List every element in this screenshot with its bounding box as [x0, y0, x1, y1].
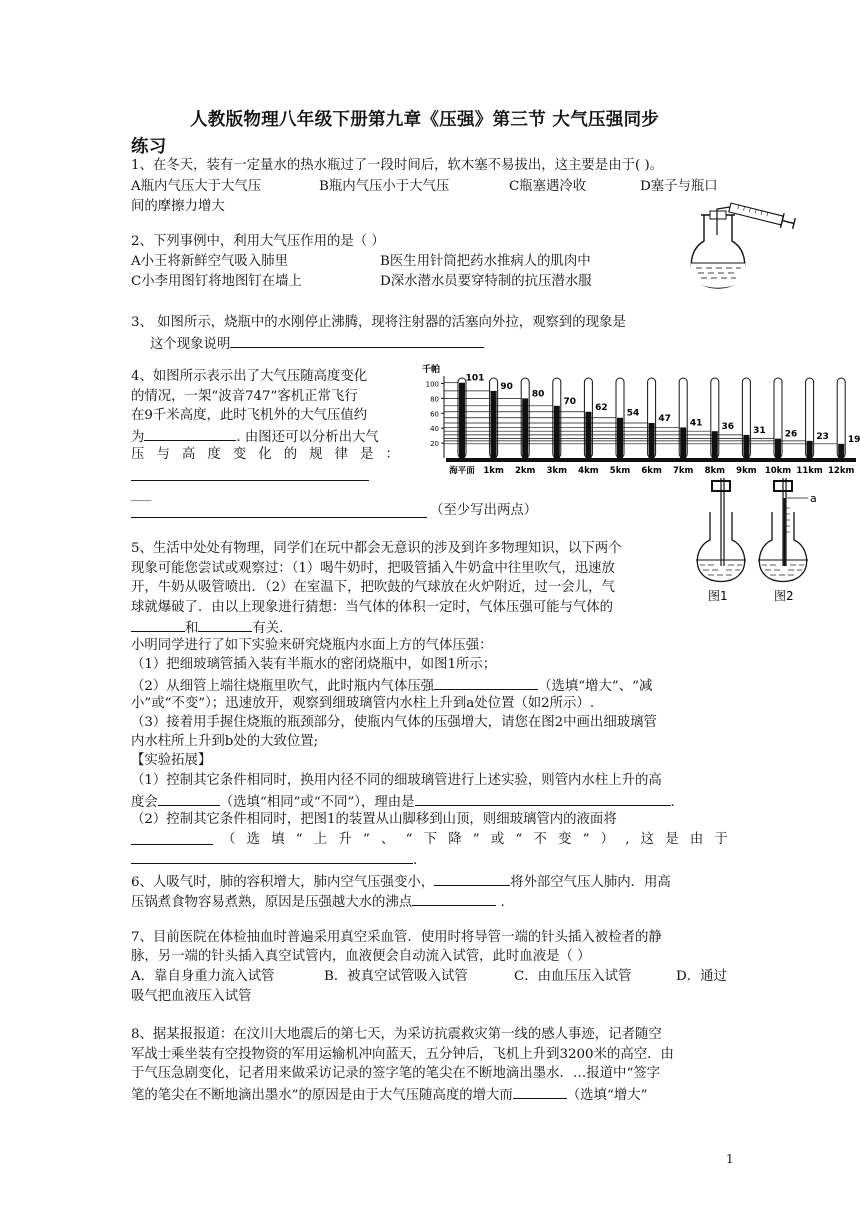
q7-option-d: D．通过 — [676, 969, 727, 984]
doc-title-line2: 练习 — [131, 137, 167, 157]
q8-line2: 军战士乘坐装有空投物资的军用运输机冲向蓝天，五分钟后，飞机上升到3200米的高空．由 — [131, 1047, 674, 1062]
char: 律 — [334, 447, 349, 462]
x-tick-label: 8km — [704, 466, 726, 476]
q5-line7: （1）把细玻璃管插入装有半瓶水的密闭烧瓶中，如图1所示； — [131, 657, 497, 672]
bar — [775, 439, 781, 458]
data-label: 62 — [595, 402, 608, 413]
char: “ — [405, 832, 413, 847]
data-label: 70 — [563, 396, 577, 407]
q1-option-c: C瓶塞遇冷收 — [509, 179, 587, 194]
char: 于 — [714, 832, 728, 847]
q1-option-a: A瓶内气压大于大气压 — [131, 179, 262, 194]
q5-line17: . — [131, 850, 417, 870]
char: 与 — [156, 447, 170, 462]
data-label: 47 — [658, 413, 671, 424]
char: “ — [515, 832, 523, 847]
q4-hint: （至少写出两点） — [430, 503, 538, 518]
q6-line1: 6、人吸气时，肺的容积增大，肺内空气压强变小， 将外部空气压人肺内．用高 — [131, 872, 671, 892]
bar — [807, 441, 813, 458]
bar — [522, 398, 528, 458]
bar — [459, 383, 465, 458]
char: 由 — [689, 832, 704, 847]
q5-line15: （2）控制其它条件相同时，把图1的装置从山脚移到山顶，则细玻璃管内的液面将 — [131, 812, 617, 827]
flask-syringe-figure — [686, 205, 802, 293]
q7-option-b: B．被真空试管吸入试管 — [324, 969, 468, 984]
bar — [554, 406, 560, 458]
char: ： — [385, 447, 399, 462]
q6-line2: 压锅煮食物容易煮熟，原因是压强越大水的沸点 . — [131, 892, 505, 912]
q4-line1: 4、如图所示表示出了大气压随高度变化 — [131, 369, 368, 384]
bar — [649, 423, 655, 458]
data-label: 41 — [689, 418, 703, 429]
x-tick-label: 5km — [609, 466, 631, 476]
x-tick-label: 海平面 — [449, 466, 475, 476]
char: 压 — [131, 447, 145, 462]
q4-line4: 为 . 由图还可以分析出大气 — [131, 427, 379, 447]
x-tick-label: 1km — [483, 466, 504, 476]
char: 变 — [558, 832, 572, 847]
q5-line9: 小”或“不变”）；迅速放开，观察到细玻璃管内水柱上升到a处位置（如2所示）. — [131, 696, 595, 711]
q5-line2: 现象可能您尝试或观察过：（1）喝牛奶时，把吸管插入牛奶盒中往里吹气，迅速放 — [131, 561, 615, 576]
q1-option-b: B瓶内气压小于大气压 — [319, 179, 450, 194]
q7-option-a: A．靠自身重力流入试管 — [131, 969, 275, 984]
bar — [491, 391, 497, 458]
char: “ — [295, 832, 303, 847]
x-tick-label: 12km — [828, 466, 855, 476]
y-tick-label: 60 — [430, 410, 439, 419]
char: , — [625, 832, 630, 847]
fig1-caption: 图1 — [708, 589, 728, 603]
y-tick-label: 40 — [430, 425, 439, 434]
data-label: 101 — [465, 373, 485, 384]
fig2-label-a: a — [810, 492, 817, 505]
bar — [838, 444, 844, 458]
char: ” — [362, 832, 370, 847]
y-tick-label: 100 — [425, 380, 439, 389]
data-label: 26 — [784, 429, 798, 440]
data-label: 80 — [531, 389, 545, 400]
q5-line3: 开，牛奶从吸管喷出．（2）在室温下，把吹鼓的气球放在火炉附近，过一会儿，气 — [131, 580, 615, 595]
char: 降 — [448, 832, 462, 847]
q5-line16 — [222, 831, 728, 849]
doc-title-line1: 人教版物理八年级下册第九章《压强》第三节 大气压强同步 — [190, 110, 660, 130]
char: 下 — [423, 832, 437, 847]
char: 不 — [533, 832, 547, 847]
q5-line14: 度会 （选填“相同”或“不同”），理由是 . — [131, 792, 675, 812]
q1-stem: 1、在冬天，装有一定量水的热水瓶过了一段时间后，软木塞不易拔出，这主要是由于( )。 — [131, 158, 664, 173]
x-tick-label: 6km — [641, 466, 662, 476]
x-tick-label: 4km — [578, 466, 599, 476]
q2-stem: 2、下列事例中，利用大气压作用的是（ ） — [131, 234, 385, 249]
q1-option-d: D塞子与瓶口 — [640, 179, 718, 194]
char: 上 — [313, 832, 328, 847]
q5-line8: （2）从细管上端往烧瓶里吹气，此时瓶内气体压强 （选填“增大”、“减 — [131, 676, 652, 696]
char: 、 — [380, 832, 395, 847]
char: ” — [472, 832, 480, 847]
q8-line1: 8、据某报报道：在汶川大地震后的第七天，为采访抗震救灾第一线的感人事迹，记者随空 — [131, 1027, 662, 1042]
q4-line5 — [131, 446, 399, 464]
q2-option-a: A小王将新鲜空气吸入肺里 — [131, 254, 288, 269]
q5-line10: （3）接着用手握住烧瓶的瓶颈部分，使瓶内气体的压强增大，请您在图2中画出细玻璃管 — [131, 715, 657, 730]
q5-line12: 【实验拓展】 — [131, 753, 212, 768]
q7-line1: 7、目前医院在体检抽血时普遍采用真空采血管．使用时将导管一端的针头插入被检者的静 — [131, 930, 662, 945]
q5-line5: 和 有关. — [131, 618, 283, 638]
q7-option-d-cont: 吸气把血液压入试管 — [131, 989, 252, 1004]
q2-option-d: D深水潜水员要穿特制的抗压潜水服 — [380, 274, 592, 289]
q5-line13: （1）控制其它条件相同时，换用内径不同的细玻璃管进行上述实验，则管内水柱上升的高 — [131, 773, 662, 788]
char: 升 — [338, 832, 352, 847]
q4-line3: 在9千米高度，此时飞机外的大气压值约 — [131, 408, 368, 423]
q3-line2: 这个现象说明 — [150, 334, 484, 354]
char: 度 — [207, 447, 221, 462]
q4-line7: ___ — [131, 487, 152, 502]
x-tick-label: 3km — [546, 466, 568, 476]
q8-line3: 于气压急剧变化，记者用来做采访记录的签字笔的笔尖在不断地滴出墨水．…报道中“签字 — [131, 1066, 661, 1081]
fig2-flask — [758, 478, 808, 582]
y-tick-label: 20 — [430, 440, 439, 449]
x-tick-label: 10km — [764, 466, 792, 476]
char: 是 — [665, 832, 679, 847]
char: 高 — [181, 447, 196, 462]
pressure-altitude-chart — [420, 362, 860, 480]
y-tick-label: 80 — [430, 395, 439, 404]
q5-line1: 5、生活中处处有物理，同学们在玩中都会无意识的涉及到许多物理知识，以下两个 — [131, 541, 622, 556]
x-tick-label: 2km — [514, 466, 536, 476]
char: （ — [222, 832, 236, 847]
bar — [680, 427, 686, 458]
q5-line6: 小明同学进行了如下实验来研究烧瓶内水面上方的气体压强： — [131, 638, 493, 653]
chart-ylabel: 千帕 — [422, 365, 441, 375]
q2-option-c: C小李用图钉将地图钉在墙上 — [131, 274, 302, 289]
data-label: 90 — [500, 381, 513, 392]
char: ） — [600, 832, 615, 847]
q7-line2: 脉，另一端的针头插入真空试管内，血液便会自动流入试管，此时血液是（ ） — [131, 949, 591, 964]
x-tick-label: 9km — [736, 466, 757, 476]
fig2-caption: 图2 — [774, 589, 794, 603]
q5-line16-blank — [131, 831, 213, 851]
char: 规 — [309, 447, 323, 462]
q5-line4: 球就爆破了．由以上现象进行猜想：当气体的体积一定时，气体压强可能与气体的 — [131, 600, 614, 615]
data-label: 23 — [816, 431, 829, 442]
q5-line11: 内水柱所上升到b处的大致位置; — [131, 734, 319, 749]
x-tick-label: 11km — [796, 466, 823, 476]
char: 这 — [640, 832, 655, 847]
char: 的 — [283, 447, 298, 462]
q8-line4: 笔的笔尖在不断地滴出墨水”的原因是由于大气压随高度的增大而 （选填“增大” — [131, 1085, 647, 1105]
bar — [617, 418, 623, 458]
data-label: 31 — [753, 425, 766, 436]
char: 或 — [490, 832, 505, 847]
q3-line1: 3、 如图所示，烧瓶中的水刚停止沸腾，现将注射器的活塞向外拉，观察到的现象是 — [131, 315, 626, 330]
data-label: 19 — [847, 434, 860, 445]
fig1-flask — [696, 478, 746, 582]
q2-option-b: B医生用针筒把药水推病人的肌肉中 — [380, 254, 591, 269]
char: 是 — [360, 447, 374, 462]
page-number: 1 — [726, 1152, 734, 1166]
data-label: 36 — [721, 422, 735, 433]
q4-line2: 的情况，一架“波音747”客机正常飞行 — [131, 389, 358, 404]
q7-option-c: C．由血压压入试管 — [514, 969, 632, 984]
q1-option-d-cont: 间的摩擦力增大 — [131, 199, 225, 214]
char: 化 — [258, 447, 272, 462]
char: 选 — [246, 832, 260, 847]
q4-answer-line2 — [131, 517, 427, 518]
x-tick-label: 7km — [672, 466, 694, 476]
char: ” — [582, 832, 590, 847]
flask-figures-1-2 — [690, 478, 830, 604]
char: 变 — [232, 447, 247, 462]
char: 填 — [271, 832, 285, 847]
q4-answer-line1 — [131, 480, 369, 481]
data-label: 54 — [626, 408, 640, 419]
